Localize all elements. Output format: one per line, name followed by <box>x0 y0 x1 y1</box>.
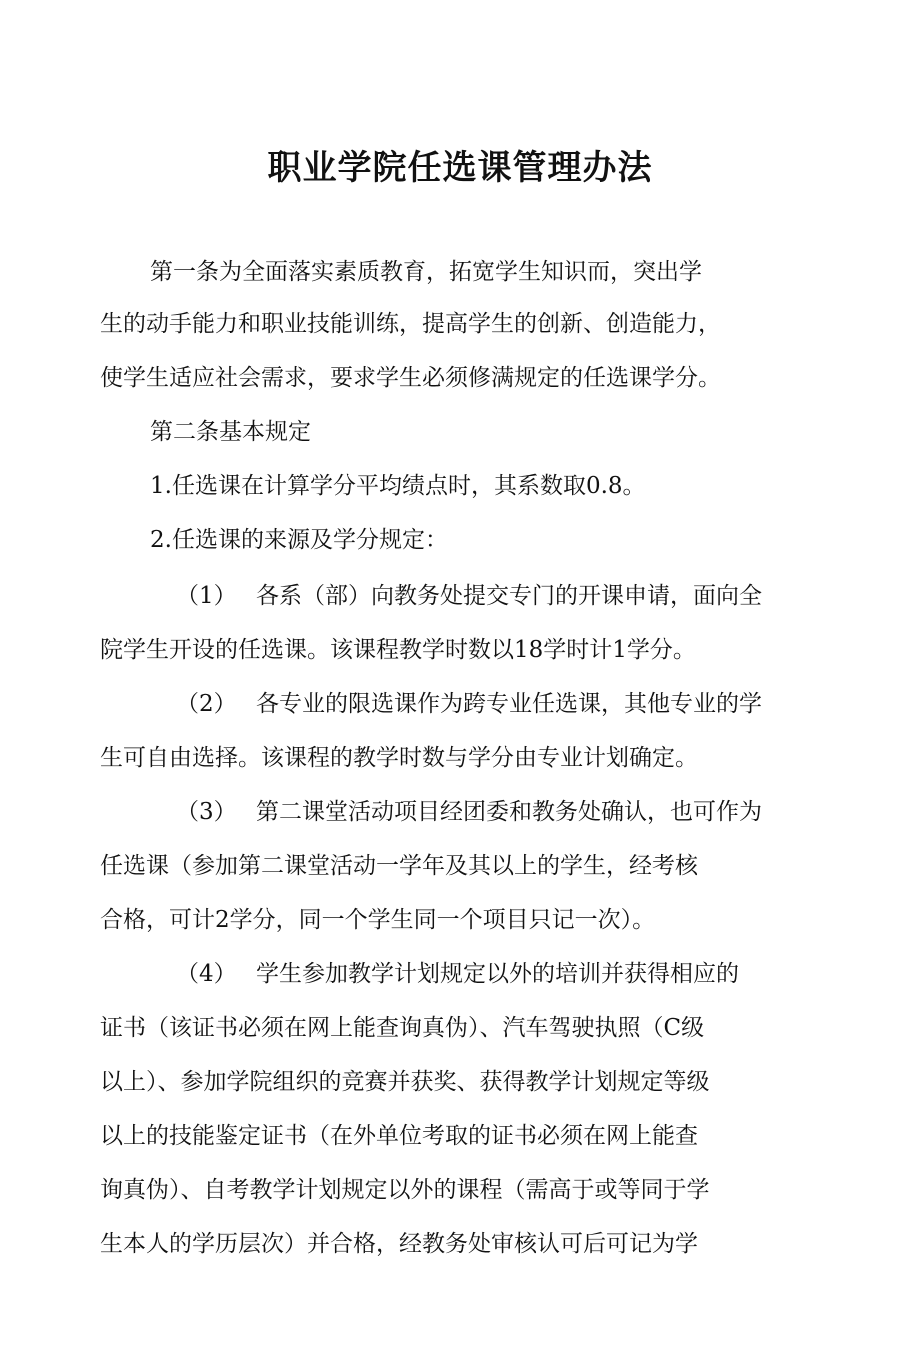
article-1-line-2: 生的动手能力和职业技能训练，提高学生的创新、创造能力， <box>100 311 721 337</box>
item-1-line-1 <box>176 578 762 614</box>
item-4-line-5: 询真伪）、自考教学计划规定以外的课程（需高于或等同于学 <box>100 1177 710 1203</box>
article-2-heading: 第二条基本规定 <box>150 419 311 445</box>
item-4-text: 学生参加教学计划规定以外的培训并获得相应的 <box>256 961 739 987</box>
item-1-label: （1） <box>176 583 237 609</box>
item-4-line-1 <box>176 956 739 992</box>
rule-1: 1.任选课在计算学分平均绩点时，其系数取0.8。 <box>150 473 646 499</box>
item-3-text: 第二课堂活动项目经团委和教务处确认，也可作为 <box>256 799 762 825</box>
item-4-label: （4） <box>176 961 237 987</box>
item-1-line-2: 院学生开设的任选课。该课程教学时数以18学时计1学分。 <box>100 637 696 663</box>
item-4-line-2: 证书（该证书必须在网上能查询真伪）、汽车驾驶执照（C级 <box>100 1015 705 1041</box>
article-1-line-1: 第一条为全面落实素质教育，拓宽学生知识而，突出学 <box>150 259 702 285</box>
item-4-line-6: 生本人的学历层次）并合格，经教务处审核认可后可记为学 <box>100 1231 698 1257</box>
item-2-line-1 <box>176 686 762 722</box>
article-1-line-3: 使学生适应社会需求，要求学生必须修满规定的任选课学分。 <box>100 365 721 391</box>
item-2-text: 各专业的限选课作为跨专业任选课，其他专业的学 <box>256 691 762 717</box>
item-3-label: （3） <box>176 799 237 825</box>
page-title: 职业学院任选课管理办法 <box>267 148 653 188</box>
item-4-line-3: 以上）、参加学院组织的竞赛并获奖、获得教学计划规定等级 <box>100 1069 710 1095</box>
item-2-line-2: 生可自由选择。该课程的教学时数与学分由专业计划确定。 <box>100 745 698 771</box>
item-1-text: 各系（部）向教务处提交专门的开课申请，面向全 <box>256 583 762 609</box>
item-4-line-4: 以上的技能鉴定证书（在外单位考取的证书必须在网上能查 <box>100 1123 698 1149</box>
item-3-line-1 <box>176 794 762 830</box>
item-3-line-2: 任选课（参加第二课堂活动一学年及其以上的学生，经考核 <box>100 853 698 879</box>
rule-2: 2.任选课的来源及学分规定： <box>150 527 448 553</box>
item-2-label: （2） <box>176 691 237 717</box>
item-3-line-3: 合格，可计2学分，同一个学生同一个项目只记一次）。 <box>100 907 656 933</box>
